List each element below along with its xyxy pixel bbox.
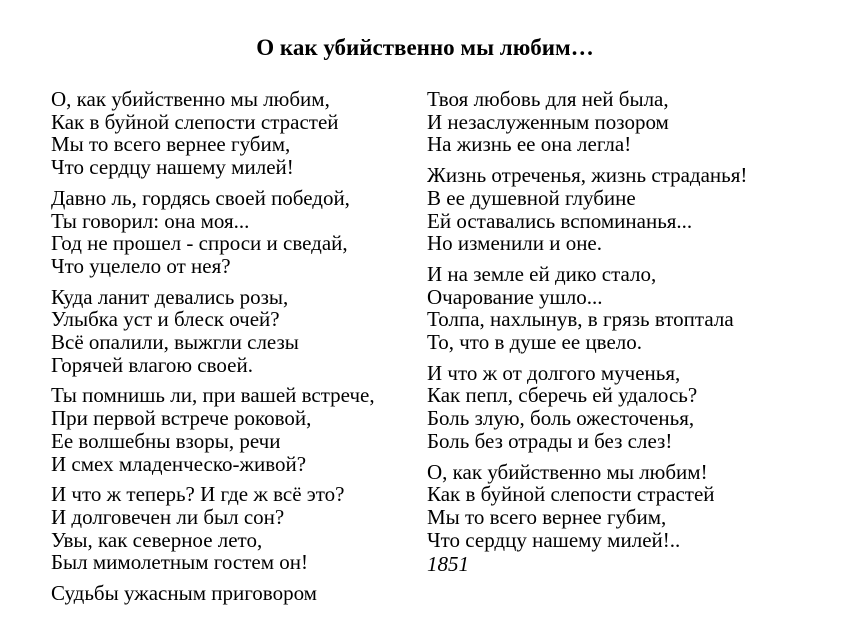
stanza	[427, 263, 807, 354]
poem-left-column	[51, 88, 421, 613]
poem-line: И смех младенческо-живой?	[51, 451, 307, 476]
poem-line: Что уцелело от нея?	[51, 253, 231, 278]
poem-line: То, что в душе ее цвело.	[427, 330, 643, 355]
poem-line: Но изменили и оне.	[427, 231, 603, 256]
stanza	[427, 461, 807, 577]
poem-line: Как в буйной слепости страстей	[51, 109, 339, 134]
poem-line: Как в буйной слепости страстей	[427, 482, 715, 507]
poem-line: Твоя любовь для ней была,	[427, 87, 669, 111]
poem-line: Был мимолетным гостем он!	[51, 550, 309, 575]
poem-line: О, как убийственно мы любим,	[51, 87, 330, 111]
poem-line: Боль без отрады и без слез!	[427, 428, 673, 453]
poem-line: При первой встрече роковой,	[51, 406, 312, 431]
stanza	[51, 187, 421, 278]
poem-line: Очарование ушло...	[427, 284, 603, 309]
poem-line: На жизнь ее она легла!	[427, 132, 632, 157]
poem-line: Всё опалили, выжгли слезы	[51, 330, 299, 355]
stanza	[427, 88, 807, 156]
stanza	[427, 362, 807, 453]
stanza	[51, 88, 421, 179]
poem-line: Улыбка уст и блеск очей?	[51, 307, 280, 332]
poem-line: Ей оставались вспоминанья...	[427, 208, 693, 233]
poem-line: И что ж теперь? И где ж всё это?	[51, 482, 345, 507]
poem-right-column	[427, 88, 807, 584]
poem-line: Куда ланит девались розы,	[51, 284, 289, 309]
poem-line: Мы то всего вернее губим,	[51, 132, 291, 157]
poem-line: И незаслуженным позором	[427, 109, 669, 134]
poem-line: Ты помнишь ли, при вашей встрече,	[51, 383, 375, 408]
poem-date: 1851	[427, 552, 469, 577]
poem-line: О, как убийственно мы любим!	[427, 459, 708, 484]
poem-line: И на земле ей дико стало,	[427, 261, 657, 286]
poem-line: Давно ль, гордясь своей победой,	[51, 185, 350, 210]
poem-line: В ее душевной глубине	[427, 185, 636, 210]
stanza	[51, 483, 421, 574]
poem-line: Судьбы ужасным приговором	[51, 581, 317, 606]
poem-line: И долговечен ли был сон?	[51, 504, 285, 529]
stanza	[51, 582, 421, 605]
poem-line: Жизнь отреченья, жизнь страданья!	[427, 163, 748, 188]
stanza	[51, 286, 421, 377]
poem-line: Ты говорил: она моя...	[51, 208, 250, 233]
poem-line: Увы, как северное лето,	[51, 527, 263, 552]
poem-line: Горячей влагою своей.	[51, 352, 253, 377]
poem-line: Толпа, нахлынув, в грязь втоптала	[427, 307, 734, 332]
stanza	[427, 164, 807, 255]
poem-line: Боль злую, боль ожесточенья,	[427, 406, 695, 431]
poem-line: Что сердцу нашему милей!..	[427, 527, 681, 552]
poem-line: Что сердцу нашему милей!	[51, 155, 294, 180]
poem-line: И что ж от долгого мученья,	[427, 360, 681, 385]
stanza	[51, 384, 421, 475]
poem-line: Год не прошел - спроси и сведай,	[51, 231, 348, 256]
poem-title: О как убийственно мы любим…	[256, 35, 594, 60]
poem-line: Как пепл, сберечь ей удалось?	[427, 383, 698, 408]
poem-line: Ее волшебны взоры, речи	[51, 428, 281, 453]
poem-line: Мы то всего вернее губим,	[427, 504, 667, 529]
